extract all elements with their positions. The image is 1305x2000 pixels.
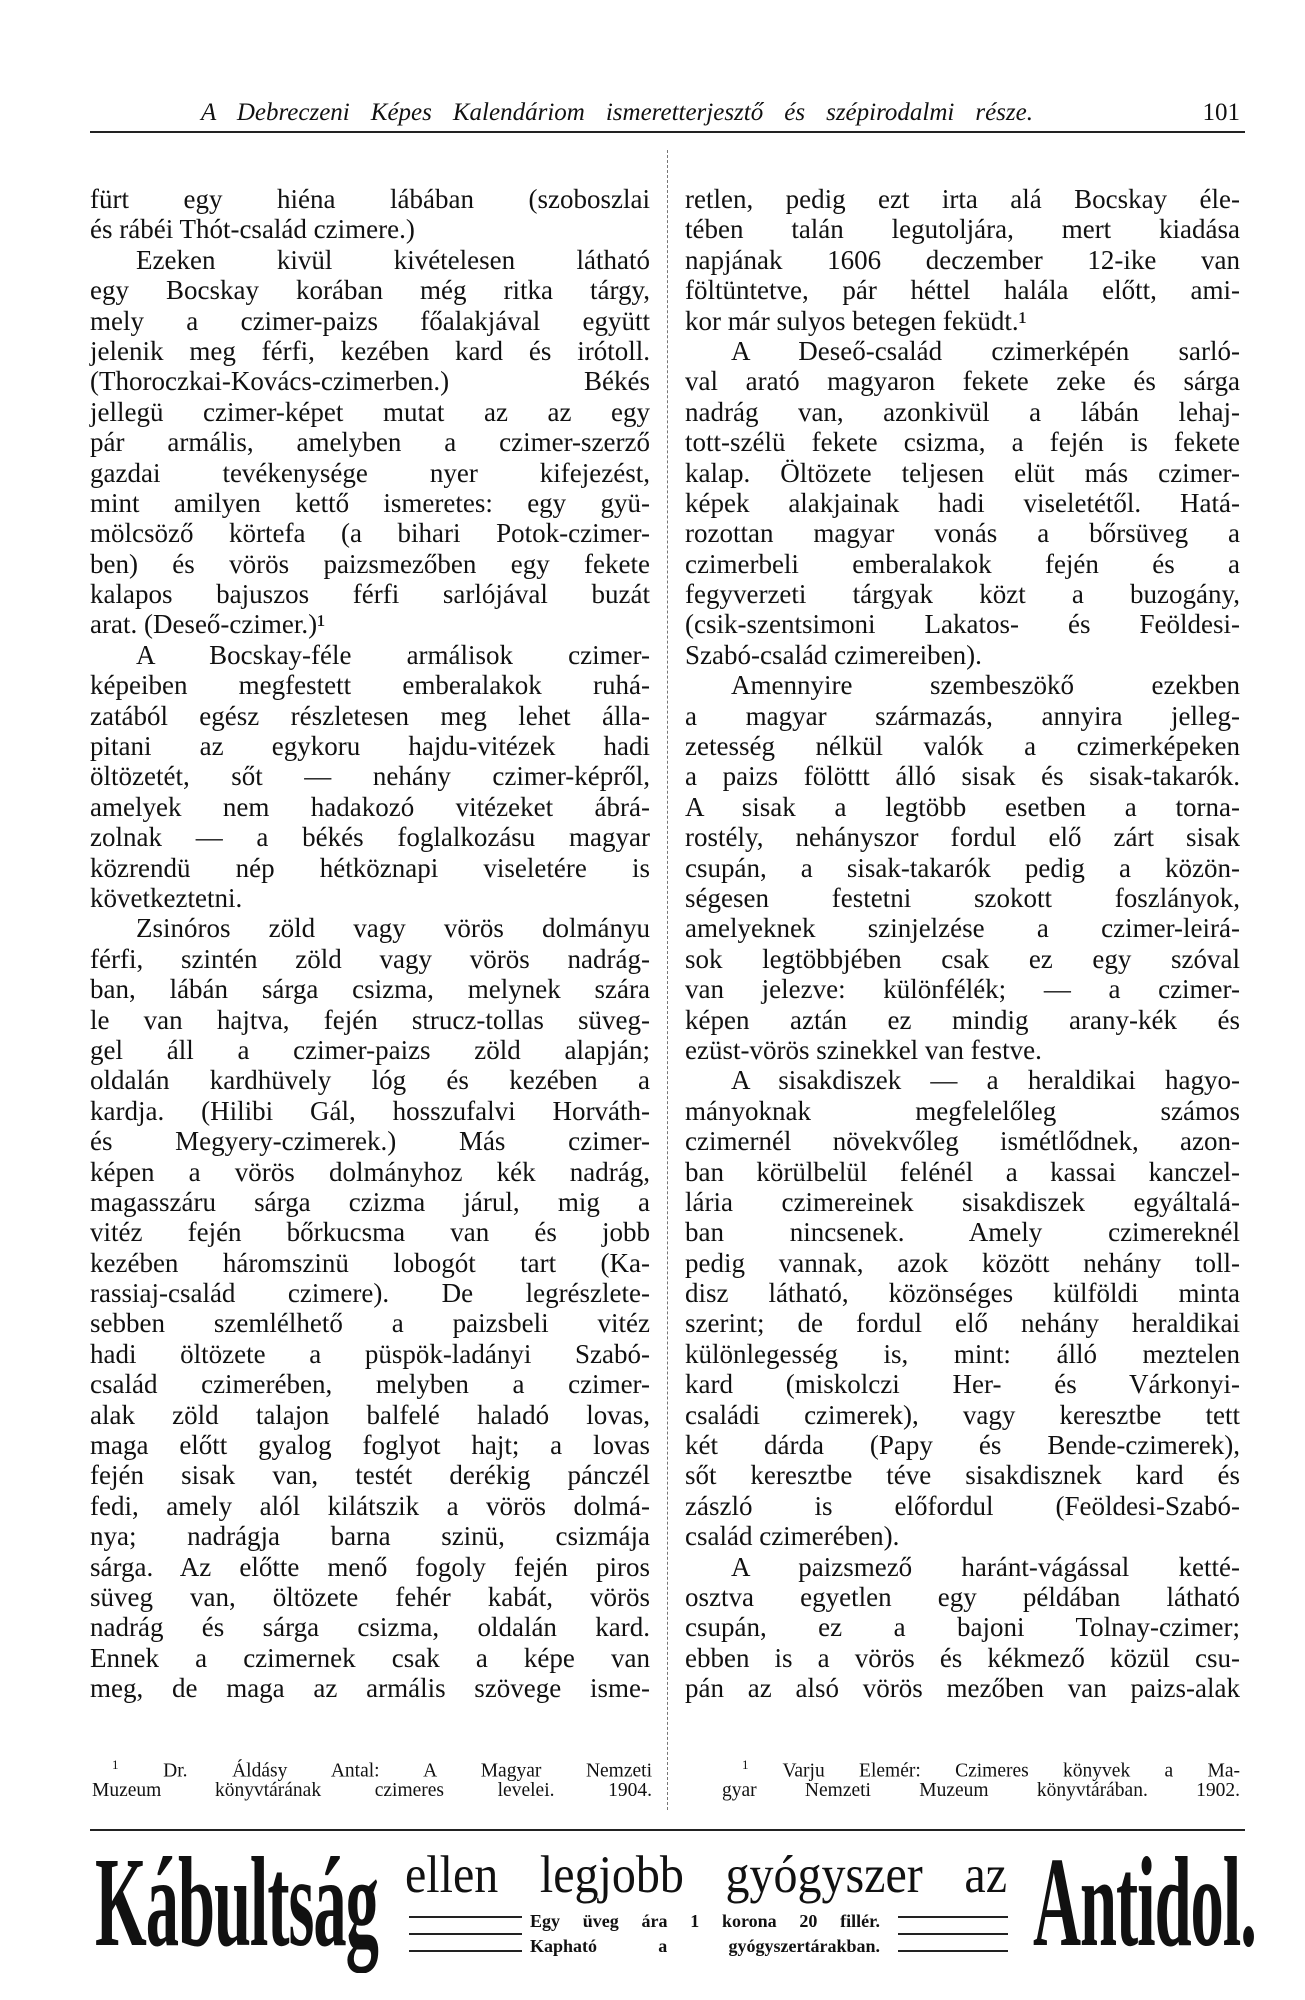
text-line: gel áll a czimer-paizs zöld alapján; (90, 1034, 650, 1065)
text-line: következtetni. (90, 882, 243, 913)
text-line: osztva egyetlen egy példában látható (685, 1581, 1240, 1612)
text-line: rostély, nehányszor fordul elő zárt sisak (685, 822, 1240, 853)
ad-dash-line (409, 1950, 522, 1952)
text-line: csupán, ez a bajoni Tolnay-czimer; (685, 1612, 1240, 1643)
text-line: öltözetét, sőt — nehány czimer-képről, (90, 761, 650, 792)
text-line: kard (miskolczi Her- és Várkonyi- (685, 1369, 1240, 1400)
text-line: ben) és vörös paizsmezőben egy fekete (90, 548, 650, 579)
ad-right-word: Antidol. (1033, 1831, 1256, 1973)
text-line: a paizs fölöttt álló sisak és sisak-takarók. (685, 761, 1240, 792)
text-line: arat. (Deseő-czimer.)¹ (90, 609, 326, 640)
text-line: vitéz fején bőrkucsma van és jobb (90, 1217, 650, 1248)
text-line: (csik-szentsimoni Lakatos- és Feöldesi- (685, 609, 1240, 640)
text-line: kezében háromszinü lobogót tart (Ka- (90, 1247, 650, 1278)
text-line: tott-szélü fekete csizma, a fején is fekete (685, 427, 1240, 458)
text-line: hadi öltözete a püspök-ladányi Szabó- (90, 1338, 650, 1369)
text-line: szerint; de fordul elő nehány heraldikai (685, 1308, 1240, 1339)
text-line: férfi, szintén zöld vagy vörös nadrág- (90, 943, 650, 974)
text-line: maga előtt gyalog foglyot hajt; a lovas (90, 1430, 650, 1461)
text-line: nadrág van, azonkivül a lábán lehaj- (685, 396, 1240, 427)
text-line: képen aztán ez mindig arany-kék és (685, 1004, 1240, 1035)
ad-dash-line (898, 1950, 1008, 1952)
text-line: (Thoroczkai-Kovács-czimerben.) Békés (90, 366, 650, 397)
text-line: le van hajtva, fején strucz-tollas süveg- (90, 1004, 650, 1035)
text-line: pedig vannak, azok között nehány toll- (685, 1247, 1240, 1278)
text-line: kalapos bajuszos férfi sarlójával buzát (90, 579, 650, 610)
text-line: család czimerében). (685, 1521, 900, 1552)
header-rule (90, 131, 1245, 133)
text-line: A sisakdiszek — a heraldikai hagyo- (731, 1065, 1240, 1096)
ad-dash-line (409, 1916, 522, 1918)
text-line: val arató magyaron fekete zeke és sárga (685, 366, 1240, 397)
text-line: mely a czimer-paizs főalakjával együtt (90, 305, 650, 336)
text-line: képek alakjainak hadi viseletétől. Hatá- (685, 487, 1240, 518)
text-line: lária czimereinek sisakdiszek egyáltalá- (685, 1186, 1240, 1217)
text-line: pitani az egykoru hajdu-vitézek hadi (90, 731, 650, 762)
text-line: oldalán kardhüvely lóg és kezében a (90, 1065, 650, 1096)
text-line: nadrág és sárga csizma, oldalán kard. (90, 1612, 650, 1643)
text-line: családi czimerek), vagy keresztbe tett (685, 1399, 1240, 1430)
text-line: van jelezve: különfélék; — a czimer- (685, 974, 1240, 1005)
text-line: ségesen festetni szokott foszlányok, (685, 882, 1240, 913)
text-line: zászló is előfordul (Feöldesi-Szabó- (685, 1490, 1240, 1521)
text-line: jellegü czimer-képet mutat az az egy (90, 396, 650, 427)
text-line: amelyeknek szinjelzése a czimer-leirá- (685, 913, 1240, 944)
text-line: Zsinóros zöld vagy vörös dolmányu (136, 913, 650, 944)
footnote-left (92, 1752, 652, 1804)
ad-dash-line (898, 1933, 1008, 1935)
text-line: mint amilyen kettő ismeretes: egy gyü- (90, 487, 650, 518)
text-line: A sisak a legtöbb esetben a torna- (685, 791, 1240, 822)
text-line: közrendü nép hétköznapi viseletére is (90, 852, 650, 883)
footnote-line: gyar Nemzeti Muzeum könyvtárában. 1902. (722, 1780, 1240, 1801)
text-line: A paizsmező haránt-vágással ketté- (731, 1551, 1240, 1582)
footnote-line: Muzeum könyvtárának czimeres levelei. 1904. (92, 1780, 652, 1801)
text-line: csupán, a sisak-takarók pedig a közön- (685, 852, 1240, 883)
ad-availability-line: Kapható a gyógyszertárakban. (530, 1936, 880, 1956)
text-line: jelenik meg férfi, kezében kard és irótoll. (90, 335, 650, 366)
footnote-marker: 1 (112, 1757, 119, 1772)
text-line: különlegesség is, mint: álló meztelen (685, 1338, 1240, 1369)
footnote-line (722, 1752, 1240, 1782)
text-line: fegyverzeti tárgyak közt a buzogány, (685, 579, 1240, 610)
running-header: A Debreczeni Képes Kalendáriom ismeretterjesztő és szépirodalmi része. (201, 99, 1033, 126)
text-line: czimerbeli emberalakok fején és a (685, 548, 1240, 579)
text-line: zolnak — a békés foglalkozásu magyar (90, 822, 650, 853)
text-line: kardja. (Hilibi Gál, hosszufalvi Horváth- (90, 1095, 650, 1126)
footnote-line (92, 1752, 652, 1782)
text-line: sok legtöbbjében csak ez egy szóval (685, 943, 1240, 974)
text-line: czimernél növekvőleg ismétlődnek, azon- (685, 1126, 1240, 1157)
text-line: gazdai tevékenysége nyer kifejezést, (90, 457, 650, 488)
text-line: pár armális, amelyben a czimer-szerző (90, 427, 650, 458)
text-line: amelyek nem hadakozó vitézeket ábrá- (90, 791, 650, 822)
text-line: rassiaj-család czimere). De legrészlete- (90, 1278, 650, 1309)
text-line: kor már sulyos betegen feküdt.¹ (685, 305, 1027, 336)
text-line: kalap. Öltözete teljesen elüt más czimer- (685, 457, 1240, 488)
ad-price-line: Egy üveg ára 1 korona 20 fillér. (530, 1911, 880, 1931)
text-line: föltüntetve, pár héttel halála előtt, ami- (685, 275, 1240, 306)
text-line: fedi, amely alól kilátszik a vörös dolmá- (90, 1490, 650, 1521)
text-line: ebben is a vörös és kékmező közül csu- (685, 1642, 1240, 1673)
text-line: rozottan magyar vonás a bőrsüveg a (685, 518, 1240, 549)
left-column (90, 184, 650, 1704)
text-line: két dárda (Papy és Bende-czimerek), (685, 1430, 1240, 1461)
page-number: 101 (1202, 99, 1240, 126)
column-divider (667, 150, 668, 1810)
text-line: Szabó-család czimereiben). (685, 639, 982, 670)
text-line: egy Bocskay korában még ritka tárgy, (90, 275, 650, 306)
text-line: ban körülbelül felénél a kassai kanczel- (685, 1156, 1240, 1187)
text-line: alak zöld talajon balfelé haladó lovas, (90, 1399, 650, 1430)
footnote-text: Dr. Áldásy Antal: A Magyar Nemzeti (163, 1760, 652, 1782)
text-line: és rábéi Thót-család czimere.) (90, 214, 415, 245)
text-line: pán az alsó vörös mezőben van paizs-alak (685, 1673, 1240, 1704)
ad-dash-line (409, 1933, 522, 1935)
text-line: zatából egész részletesen meg lehet álla- (90, 700, 650, 731)
text-line: ezüst-vörös szinekkel van festve. (685, 1034, 1042, 1065)
text-line: A Deseő-család czimerképén sarló- (731, 335, 1240, 366)
text-line: fürt egy hiéna lábában (szoboszlai (90, 184, 650, 214)
text-line: család czimerében, melyben a czimer- (90, 1369, 650, 1400)
footnote-right (722, 1752, 1240, 1804)
footnote-marker: 1 (742, 1757, 749, 1772)
text-line: fején sisak van, testét derékig pánczél (90, 1460, 650, 1491)
text-line: magasszáru sárga czizma járul, mig a (90, 1186, 650, 1217)
footnote-text: Varju Elemér: Czimeres könyvek a Ma- (782, 1760, 1240, 1782)
text-line: sárga. Az előtte menő fogoly fején piros (90, 1551, 650, 1582)
text-line: süveg van, öltözete fehér kabát, vörös (90, 1581, 650, 1612)
text-line: ban, lábán sárga csizma, melynek szára (90, 974, 650, 1005)
text-line: tében talán legutoljára, mert kiadása (685, 214, 1240, 245)
text-line: mányoknak megfelelőleg számos (685, 1095, 1240, 1126)
ad-headline: ellen legjobb gyógyszer az (405, 1845, 1007, 1905)
text-line: A Bocskay-féle armálisok czimer- (136, 639, 650, 670)
text-line: sőt keresztbe téve sisakdisznek kard és (685, 1460, 1240, 1491)
text-line: és Megyery-czimerek.) Más czimer- (90, 1126, 650, 1157)
text-line: képeiben megfestett emberalakok ruhá- (90, 670, 650, 701)
text-line: napjának 1606 deczember 12-ike van (685, 244, 1240, 275)
text-line: retlen, pedig ezt irta alá Bocskay éle- (685, 184, 1240, 214)
text-line: Ezeken kivül kivételesen látható (136, 244, 650, 275)
text-line: sebben szemlélhető a paizsbeli vitéz (90, 1308, 650, 1339)
text-line: meg, de maga az armális szövege isme- (90, 1673, 650, 1704)
text-line: disz látható, közönséges külföldi minta (685, 1278, 1240, 1309)
text-line: Ennek a czimernek csak a képe van (90, 1642, 650, 1673)
text-line: a magyar származás, annyira jelleg- (685, 700, 1240, 731)
right-column (685, 184, 1240, 1704)
ad-left-word: Kábultság (95, 1831, 378, 1973)
text-line: ban nincsenek. Amely czimereknél (685, 1217, 1240, 1248)
text-line: Amennyire szembeszökő ezekben (731, 670, 1240, 701)
text-line: mölcsöző körtefa (a bihari Potok-czimer- (90, 518, 650, 549)
text-line: zetesség nélkül valók a czimerképeken (685, 731, 1240, 762)
text-line: képen a vörös dolmányhoz kék nadrág, (90, 1156, 650, 1187)
text-line: nya; nadrágja barna szinü, csizmája (90, 1521, 650, 1552)
ad-dash-line (898, 1916, 1008, 1918)
